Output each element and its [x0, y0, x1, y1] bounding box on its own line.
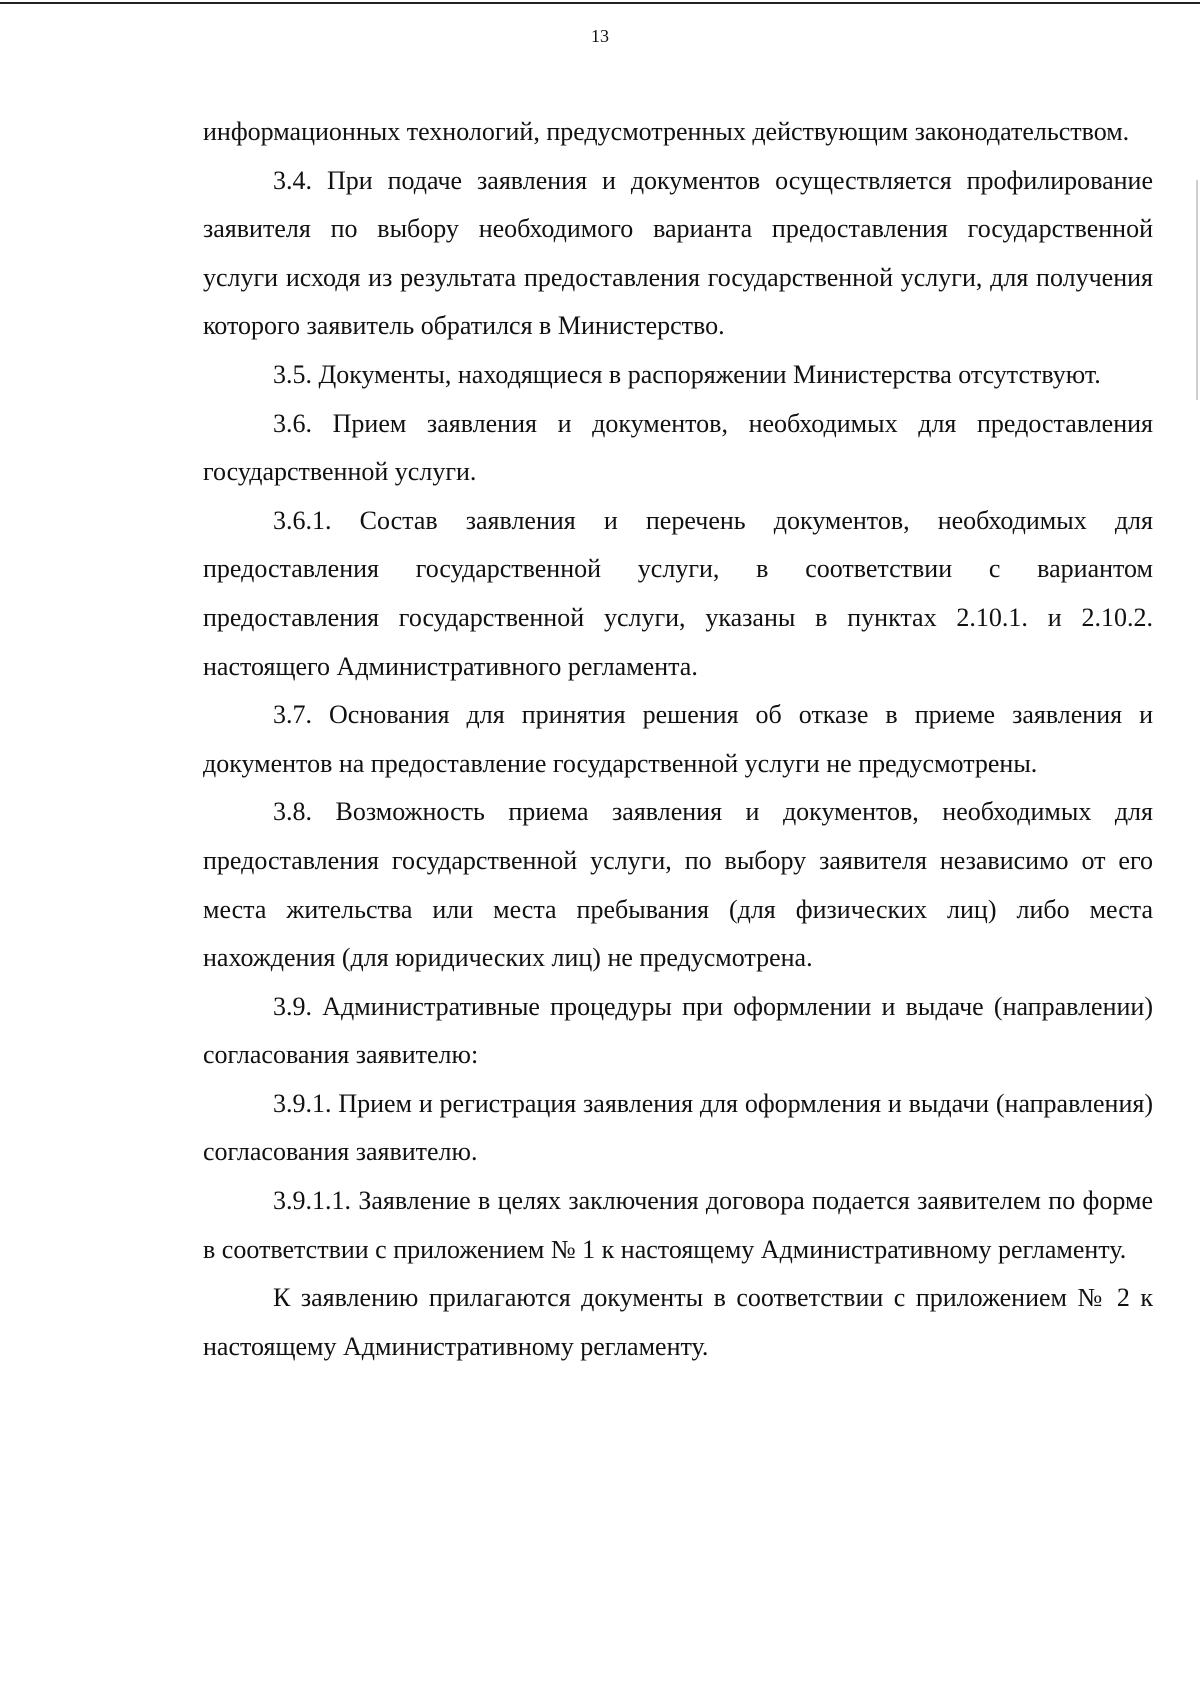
scan-right-edge — [1196, 180, 1198, 400]
paragraph-3-8: 3.8. Возможность приема заявления и документов, необходимых для предоставления государственной услуги, по выбору заявителя независимо от его места жительства или места пребывания (для физических лиц) либо места нахождения (для юридических лиц) не предусмотрена. — [203, 797, 1153, 973]
scan-top-border — [0, 2, 1200, 4]
paragraph-3-5: 3.5. Документы, находящиеся в распоряжении Министерства отсутствуют. — [273, 359, 1101, 389]
paragraph-3-9-1: 3.9.1. Прием и регистрация заявления для оформления и выдачи (направления) согласования заявителю. — [203, 1088, 1153, 1167]
paragraph-3-9-1-1: 3.9.1.1. Заявление в целях заключения договора подается заявителем по форме в соответствии с приложением № 1 к настоящему Административному регламенту. — [203, 1186, 1153, 1264]
paragraph-3-9: 3.9. Административные процедуры при оформлении и выдаче (направлении) согласования заявителю: — [203, 991, 1153, 1070]
paragraph-3-6-1: 3.6.1. Состав заявления и перечень документов, необходимых для предоставления государственной услуги, в соответствии с вариантом предоставления государственной услуги, указаны в пунктах 2.10.1. и 2.10.2. настоящего Административного регламента. — [203, 505, 1153, 681]
page-number: 13 — [591, 26, 609, 46]
paragraph-3-6: 3.6. Прием заявления и документов, необходимых для предоставления государственной услуги. — [203, 408, 1153, 487]
paragraph-continuation: информационных технологий, предусмотренных действующим законодательством. — [203, 117, 1130, 146]
paragraph-3-4: 3.4. При подаче заявления и документов осуществляется профилирование заявителя по выбору необходимого варианта предоставления государственной услуги исходя из результата предоставления государственной услуги, для получения которого заявитель обратился в Министерство. — [203, 165, 1153, 341]
paragraph-3-7: 3.7. Основания для принятия решения об отказе в приеме заявления и документов на предоставление государственной услуги не предусмотрены. — [203, 700, 1153, 778]
paragraph-attachments: К заявлению прилагаются документы в соответствии с приложением № 2 к настоящему Административному регламенту. — [203, 1283, 1153, 1361]
document-body — [203, 108, 1153, 1371]
